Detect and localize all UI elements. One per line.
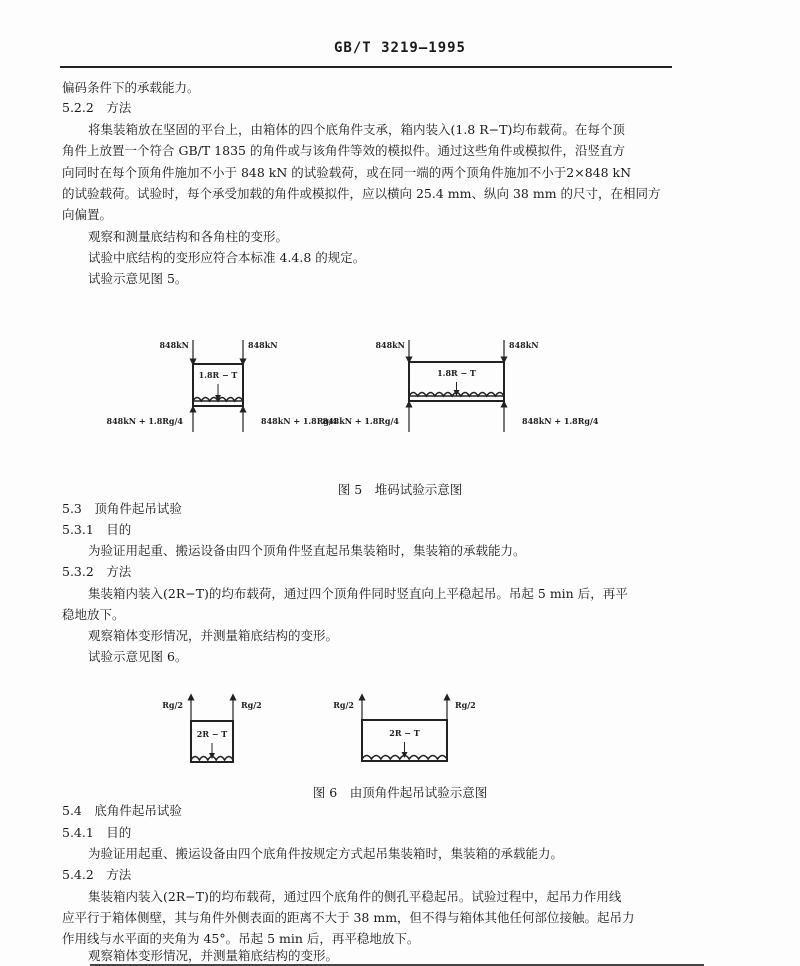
lift-force-label: Rg/2	[241, 700, 262, 710]
figure-5-caption: 图 5 堆码试验示意图	[337, 482, 463, 497]
reaction-label: 848kN + 1.8Rg/4	[322, 416, 399, 426]
text-line: 向同时在每个顶角件施加不小于 848 kN 的试验载荷，或在同一端的两个顶角件施加不小于2×848 kN	[62, 165, 632, 180]
text-line: 向偏置。	[62, 207, 113, 222]
figure-6-caption: 图 6 由顶角件起吊试验示意图	[312, 785, 488, 800]
text-line: 观察和测量底结构和各角柱的变形。	[88, 229, 289, 244]
text-line: 5.4 底角件起吊试验	[62, 803, 182, 818]
top-load-label: 848kN	[248, 340, 278, 350]
text-line: 观察箱体变形情况，并测量箱底结构的变形。	[88, 628, 339, 643]
text-line: 角件上放置一个符合 GB/T 1835 的角件或与该角件等效的模拟件。通过这些角件或模拟件，沿竖直方	[62, 143, 625, 158]
top-load-label: 848kN	[375, 340, 405, 350]
lift-force-label: Rg/2	[162, 700, 183, 710]
text-line: 5.3.2 方法	[62, 564, 132, 579]
top-load-label: 848kN	[159, 340, 189, 350]
text-line: 5.2.2 方法	[62, 100, 132, 115]
text-line: 为验证用起重、搬运设备由四个底角件按规定方式起吊集装箱时，集装箱的承载能力。	[88, 846, 564, 861]
text-line: 作用线与水平面的夹角为 45°。吊起 5 min 后，再平稳地放下。	[62, 931, 420, 946]
reaction-label: 848kN + 1.8Rg/4	[261, 416, 338, 426]
top-load-label: 848kN	[509, 340, 539, 350]
page-header: GB/T 3219—1995	[333, 40, 466, 56]
inner-load-label: 1.8R − T	[198, 370, 238, 380]
text-line: 试验示意见图 5。	[88, 271, 188, 286]
text-line: 5.4.2 方法	[62, 867, 132, 882]
lift-force-label: Rg/2	[333, 700, 354, 710]
reaction-label: 848kN + 1.8Rg/4	[522, 416, 599, 426]
distributed-load-wave	[191, 757, 233, 761]
text-line: 集装箱内装入(2R−T)的均布载荷，通过四个顶角件同时竖直向上平稳起吊。吊起 5 min 后，再平	[88, 586, 628, 601]
text-line: 集装箱内装入(2R−T)的均布载荷，通过四个底角件的侧孔平稳起吊。试验过程中，起吊力作用线	[88, 889, 622, 904]
text-line: 试验示意见图 6。	[88, 649, 188, 664]
text-line: 试验中底结构的变形应符合本标准 4.4.8 的规定。	[88, 250, 366, 265]
text-line: 偏码条件下的承载能力。	[62, 80, 200, 95]
text-line: 5.3.1 目的	[62, 522, 132, 537]
text-line: 将集装箱放在坚固的平台上，由箱体的四个底角件支承，箱内装入(1.8 R−T)均布载荷。在每个顶	[88, 122, 625, 137]
text-line: 应平行于箱体侧壁，其与角件外侧表面的距离不大于 38 mm，但不得与箱体其他任何部位接触。起吊力	[62, 910, 635, 925]
text-line: 稳地放下。	[62, 607, 125, 622]
text-line: 观察箱体变形情况，并测量箱底结构的变形。	[88, 948, 339, 963]
reaction-label: 848kN + 1.8Rg/4	[106, 416, 183, 426]
text-line: 为验证用起重、搬运设备由四个顶角件竖直起吊集装箱时，集装箱的承载能力。	[88, 543, 526, 558]
inner-load-label: 2R − T	[389, 728, 420, 738]
text-line: 5.4.1 目的	[62, 825, 132, 840]
text-line: 的试验载荷。试验时，每个承受加载的角件或模拟件，应以横向 25.4 mm、纵向 38 mm 的尺寸，在相同方	[62, 186, 661, 201]
inner-load-label: 2R − T	[196, 729, 228, 739]
inner-load-label: 1.8R − T	[437, 368, 476, 378]
distributed-load-wave	[362, 756, 447, 760]
text-line: 5.3 顶角件起吊试验	[62, 501, 182, 516]
lift-force-label: Rg/2	[455, 700, 476, 710]
